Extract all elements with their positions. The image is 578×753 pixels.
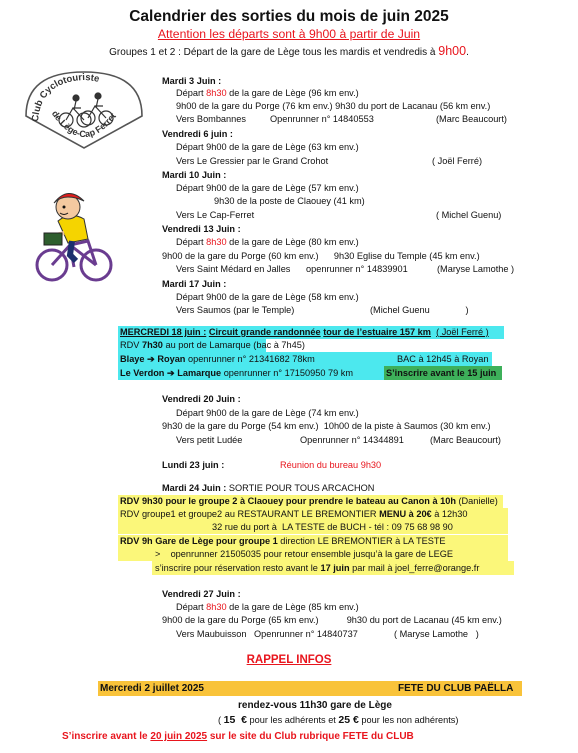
date-vendredi-27: Vendredi 27 Juin : <box>162 589 241 599</box>
groups-suffix: . <box>466 47 469 58</box>
leader-mardi-10: ( Michel Guenu) <box>436 210 502 220</box>
prix-adherents-label: pour les adhérents et <box>246 715 339 725</box>
inscription-mail: par mail à joel_ferre@orange.fr <box>349 563 480 573</box>
mardi-24-gare <box>120 536 446 547</box>
openrunner-vendredi-20: Openrunner n° 14344891 <box>300 435 404 445</box>
prix-open: ( <box>218 715 224 725</box>
verdon-label: Le Verdon <box>120 368 167 378</box>
inscription-date: 17 juin <box>320 563 350 573</box>
line2-vendredi-27: 9h00 de la gare du Porge (65 km env.) 9h30 du port de Lacanau (45 km env.) <box>162 615 502 625</box>
blaye-openrunner: openrunner n° 21341682 78km <box>185 354 315 364</box>
prix-adherents: 15 € <box>223 714 247 726</box>
menu-price: MENU à 20€ <box>379 509 432 519</box>
leader-vendredi-20: (Marc Beaucourt) <box>430 435 501 445</box>
mardi-24-title <box>162 483 374 494</box>
leader-vendredi-6: ( Joël Ferré) <box>432 156 483 166</box>
mardi-24-restaurant <box>120 509 467 520</box>
dest-mardi-3: Vers Bombannes <box>176 114 246 124</box>
dest-vendredi-27: Vers Maubuisson <box>176 629 247 639</box>
depart-label: Départ <box>176 237 207 247</box>
mardi-24-inscription <box>155 563 479 574</box>
leader-vendredi-13: (Maryse Lamothe ) <box>437 264 515 274</box>
club-logo <box>18 68 150 150</box>
mercredi-18-blaye <box>120 354 315 365</box>
arrow-right-icon: ➔ <box>147 354 155 364</box>
mardi-24-openrunner: > openrunner 21505035 pour retour ensemble jusqu’à la gare de LEGE <box>155 549 454 559</box>
rdv-gare-lege: RDV 9h Gare de Lège pour groupe 1 <box>120 536 278 546</box>
restaurant-label: RDV groupe1 et groupe2 au RESTAURANT LE BREMONTIER <box>120 509 380 519</box>
dest-vendredi-6: Vers Le Gressier par le Grand Crohot <box>176 156 329 166</box>
rdv-rest: au port de Lamarque (bac à 7h45) <box>162 340 305 350</box>
date-mardi-17: Mardi 17 Juin : <box>162 279 227 289</box>
restaurant-time: à 12h30 <box>431 509 468 519</box>
mercredi-18-verdon <box>120 368 353 379</box>
sortie-arcachon: SORTIE POUR TOUS ARCACHON <box>226 483 375 493</box>
depart-label: Départ <box>176 88 207 98</box>
date-vendredi-20: Vendredi 20 Juin : <box>162 394 241 404</box>
groups-time: 9h00 <box>438 44 467 58</box>
rdv-claouey: RDV 9h30 pour le groupe 2 à Claouey pour prendre le bateau au Canon à 10h <box>120 496 456 506</box>
blaye-label: Blaye <box>120 354 148 364</box>
depart-time: 8h30 <box>206 88 227 98</box>
date-vendredi-6: Vendredi 6 juin : <box>162 129 233 139</box>
date-lundi-23: Lundi 23 juin : <box>162 460 225 470</box>
depart-vendredi-20: Départ 9h00 de la gare de Lège (74 km env.) <box>176 408 359 418</box>
mardi-24-adresse: 32 rue du port à LA TESTE de BUCH - tél : 09 75 68 98 90 <box>212 522 453 532</box>
depart-rest: de la gare de Lège (85 km env.) <box>226 602 359 612</box>
dest-vendredi-20: Vers petit Ludée <box>176 435 243 445</box>
inscription-label: s’inscrire pour réservation resto avant le <box>155 563 321 573</box>
date-mardi-10: Mardi 10 Juin : <box>162 170 227 180</box>
danielle: (Danielle) <box>455 496 498 506</box>
openrunner-vendredi-27: Openrunner n° 14840737 <box>254 629 358 639</box>
depart-label: Départ <box>176 602 207 612</box>
dest-mardi-17: Vers Saumos (par le Temple) <box>176 305 295 315</box>
line2-vendredi-20: 9h30 de la gare du Porge (54 km env.) 10h00 de la piste à Saumos (30 km env.) <box>162 421 491 431</box>
groups-info <box>0 45 578 59</box>
arrow-right-icon: ➔ <box>166 368 175 378</box>
mercredi-18-leader: ( Joël Ferré ) <box>436 327 489 337</box>
page-title: Calendrier des sorties du mois de juin 2025 <box>129 8 449 25</box>
depart-time: 8h30 <box>206 602 227 612</box>
openrunner-mardi-3: Openrunner n° 14840553 <box>270 114 374 124</box>
groups-text: Groupes 1 et 2 : Départ de la gare de Lège tous les mardis et vendredis à <box>109 47 439 58</box>
mercredi-18-title <box>120 327 489 338</box>
depart-rest: de la gare de Lège (96 km env.) <box>226 88 359 98</box>
leader-mardi-17: (Michel Guenu ) <box>370 305 469 315</box>
prix-non-adherents-label: pour les non adhérents) <box>358 715 459 725</box>
depart-mardi-10: Départ 9h00 de la gare de Lège (57 km env.) <box>176 183 359 193</box>
rdv-label: RDV <box>120 340 142 350</box>
fete-event: FETE DU CLUB PAËLLA <box>398 683 514 694</box>
royan-label: Royan <box>154 354 186 364</box>
lamarque-label: Lamarque <box>174 368 222 378</box>
fete-inscription <box>62 731 414 742</box>
leader-vendredi-27: ( Maryse Lamothe ) <box>394 629 479 639</box>
fete-prix <box>218 715 458 726</box>
depart-vendredi-13 <box>176 237 359 248</box>
page-subtitle: Attention les départs sont à 9h00 à partir de Juin <box>157 27 421 41</box>
depart-vendredi-6: Départ 9h00 de la gare de Lège (63 km env.) <box>176 142 359 152</box>
bac-royan: BAC à 12h45 à Royan <box>397 354 489 364</box>
date-vendredi-13: Vendredi 13 Juin : <box>162 224 241 234</box>
line2-mardi-3: 9h00 de la gare du Porge (76 km env.) 9h30 du port de Lacanau (56 km env.) <box>176 101 491 111</box>
logo-text-top: Club Cyclotouriste <box>30 71 101 123</box>
depart-vendredi-27 <box>176 602 359 613</box>
mercredi-18-date: MERCREDI 18 juin : <box>120 327 207 337</box>
prix-non-adherents: 25 € <box>338 714 359 726</box>
date-mardi-3: Mardi 3 Juin : <box>162 76 222 86</box>
rappel-title: RAPPEL INFOS <box>246 654 332 666</box>
openrunner-vendredi-13: openrunner n° 14839901 <box>306 264 408 274</box>
rdv-time: 7h30 <box>141 340 163 350</box>
direction-bremontier: direction LE BREMONTIER à LA TESTE <box>277 536 446 546</box>
inscription-15-juin: S’inscrire avant le 15 juin <box>386 368 497 378</box>
mardi-24-rdv-claouey <box>120 496 498 507</box>
fete-date: Mercredi 2 juillet 2025 <box>100 683 204 694</box>
date-mardi-24: Mardi 24 Juin : <box>162 483 227 493</box>
fete-rdv: rendez-vous 11h30 gare de Lège <box>238 700 392 711</box>
reunion-bureau: Réunion du bureau 9h30 <box>280 460 382 470</box>
logo-text-bottom: de Lège-Cap Ferret <box>49 108 118 140</box>
fete-inscription-label: S’inscrire avant le <box>62 731 151 742</box>
mercredi-18-tour: tour de l’estuaire 157 km <box>323 327 431 337</box>
cyclist-cartoon-icon <box>34 185 118 285</box>
verdon-openrunner: openrunner n° 17150950 79 km <box>221 368 354 378</box>
line2-vendredi-13: 9h00 de la gare du Porge (60 km env.) 9h30 Eglise du Temple (45 km env.) <box>162 251 480 261</box>
mercredi-18-circuit: Circuit grande randonnée <box>208 327 321 337</box>
line2-mardi-10: 9h30 de la poste de Claouey (41 km) <box>214 196 365 206</box>
depart-time: 8h30 <box>206 237 227 247</box>
mercredi-18-rdv <box>120 340 305 351</box>
dest-mardi-10: Vers Le Cap-Ferret <box>176 210 255 220</box>
fete-inscription-date: 20 juin 2025 <box>150 731 208 742</box>
fete-inscription-rest: sur le site du Club rubrique FETE du CLUB <box>207 731 414 742</box>
leader-mardi-3: (Marc Beaucourt) <box>436 114 507 124</box>
dest-vendredi-13: Vers Saint Médard en Jalles <box>176 264 291 274</box>
depart-mardi-17: Départ 9h00 de la gare de Lège (58 km env.) <box>176 292 359 302</box>
depart-rest: de la gare de Lège (80 km env.) <box>226 237 359 247</box>
depart-mardi-3 <box>176 88 359 99</box>
